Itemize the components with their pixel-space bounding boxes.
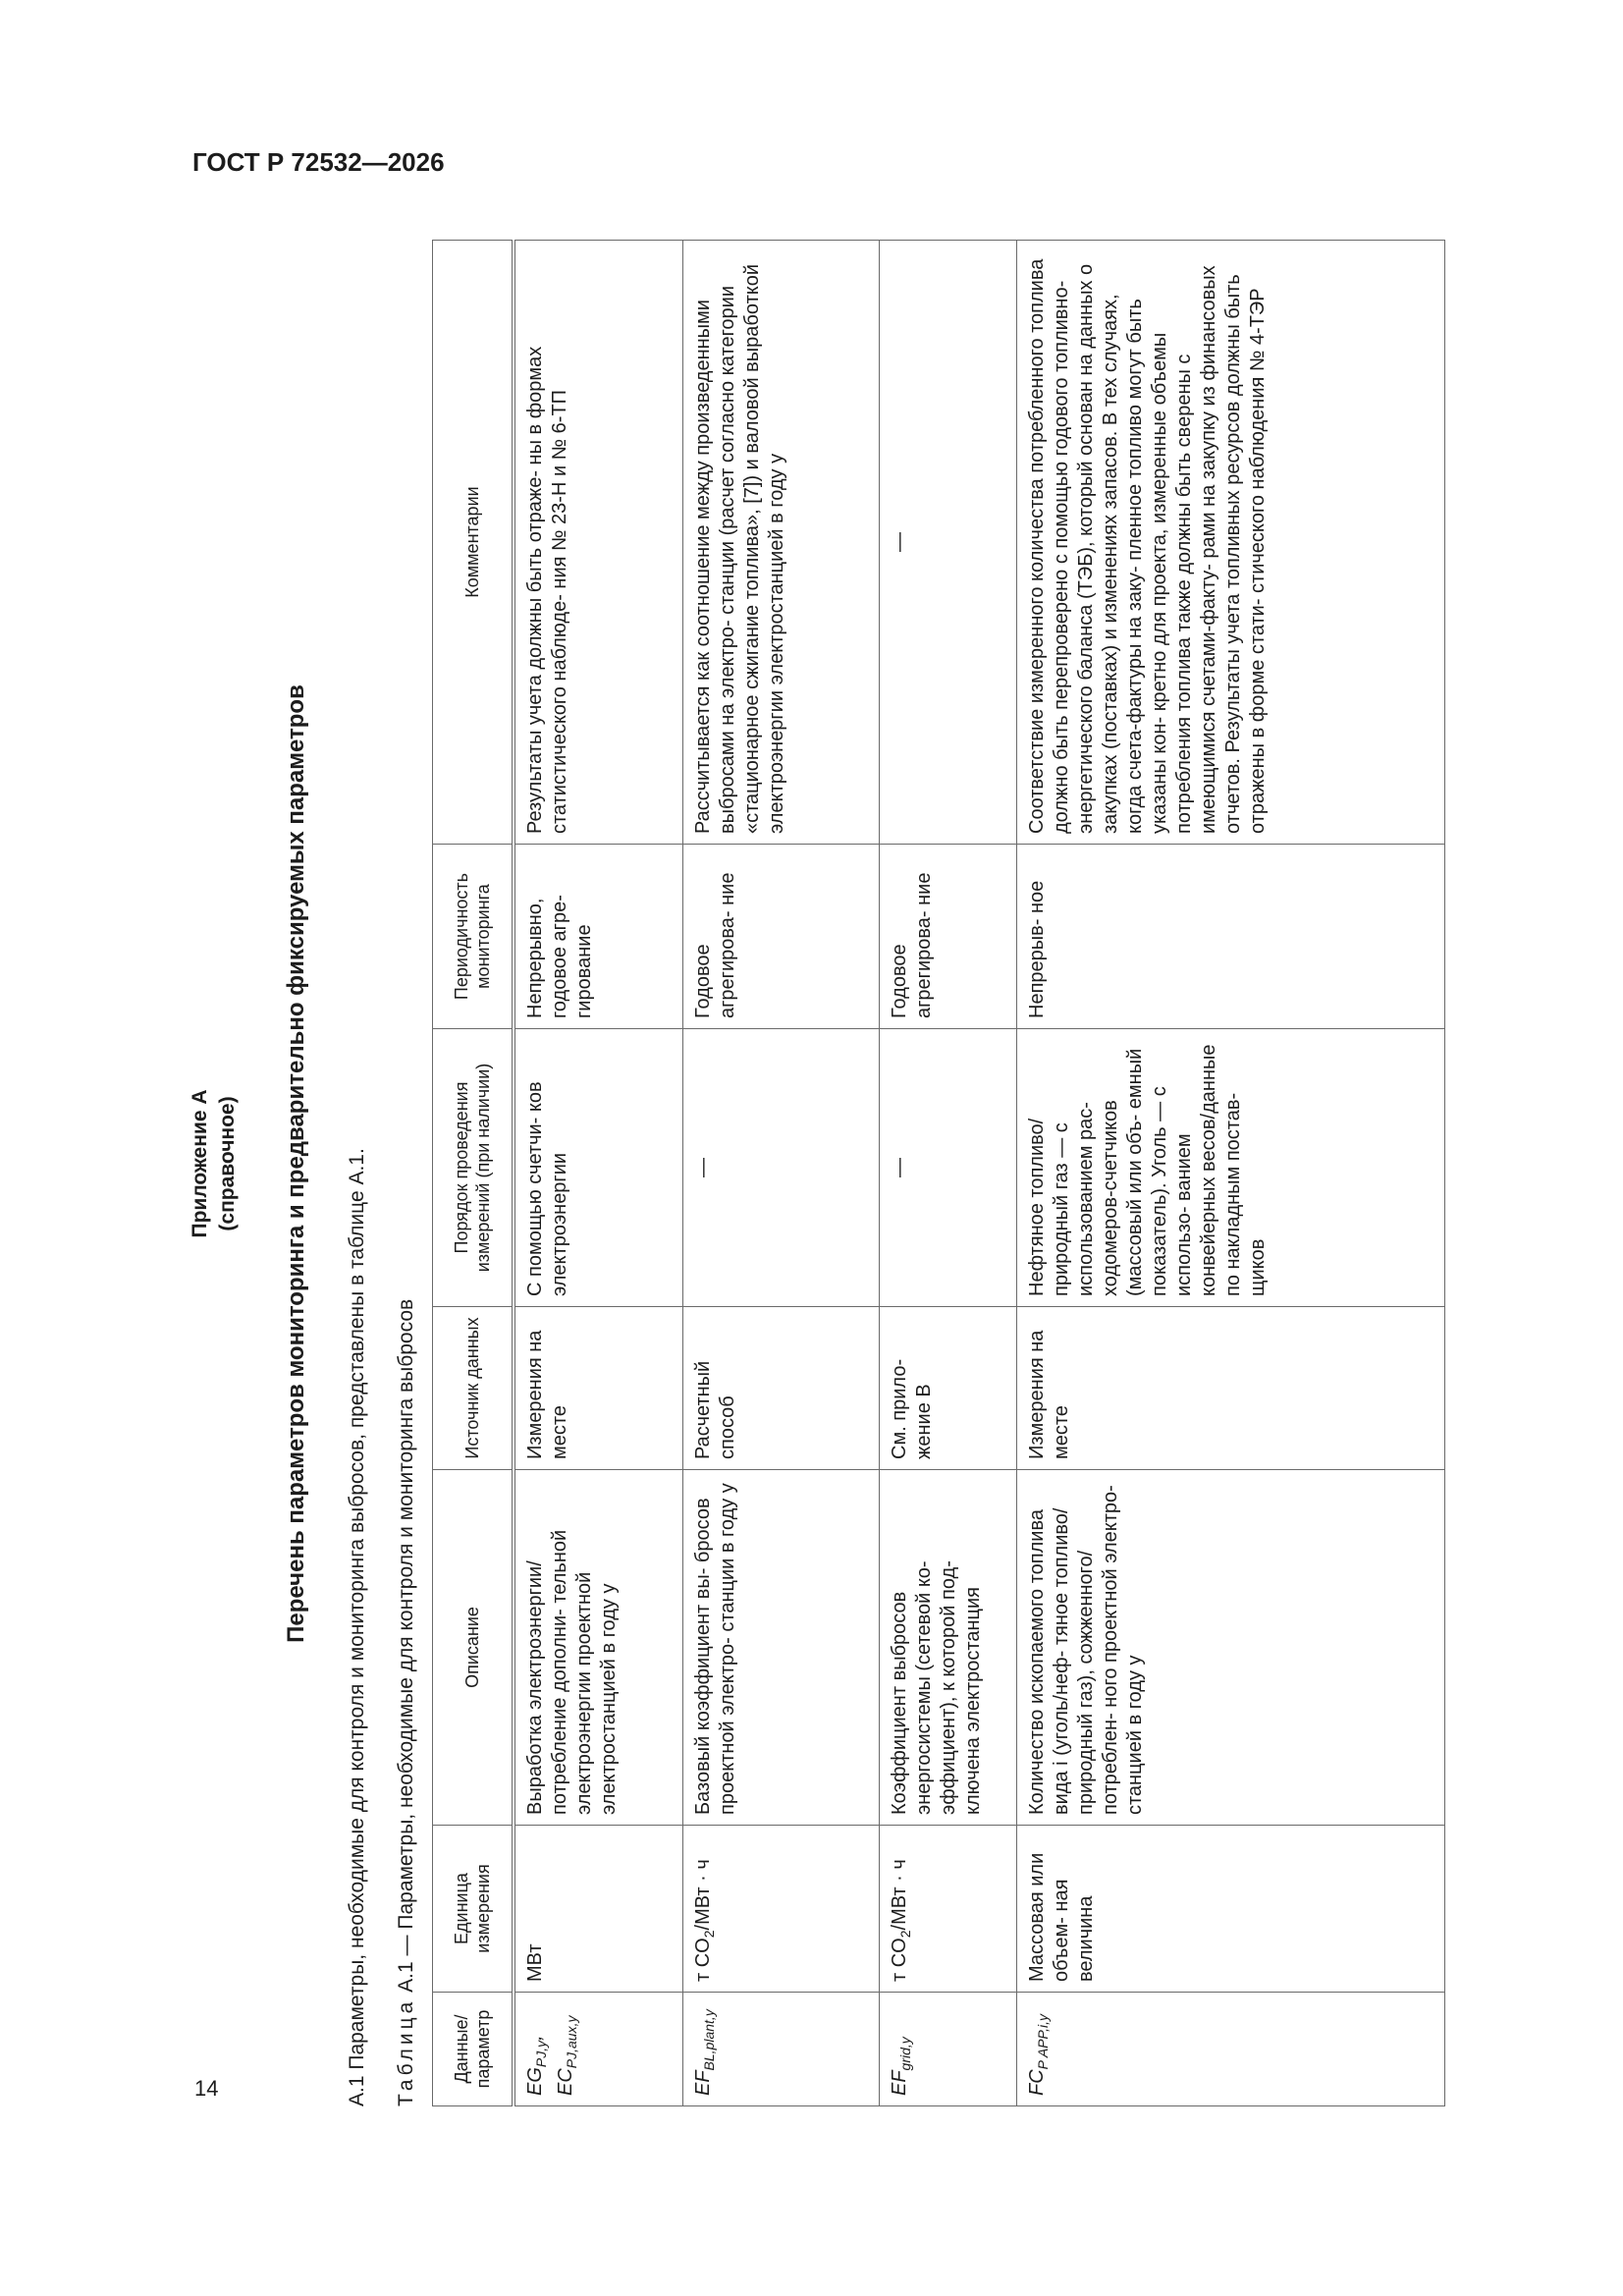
param-symbol-main: EF [691,2070,714,2096]
frequency-cell: Непрерывно, годовое агре- гирование [514,845,682,1029]
table-caption-text: А.1 — Параметры, необходимые для контроля и мониторинга выбросов [395,1298,417,1998]
unit-pre: т CO [888,1938,910,1982]
procedure-dash: — [888,1158,910,1177]
param-symbol-sub: grid,y [896,2037,913,2071]
header-comments: Комментарии [433,241,514,845]
comments-cell: Соответствие измеренного количества потребленного топлива должно быть перепроверено с помощью годового топливно-энергетического баланса (ТЭБ), который основан на данных о закупках (поставках) и изменениях запасов. В тех случаях, когда счета-фактуры на заку- пленное топливо могут быть указаны кон- кретно для проекта, измеренные объемы потребления топлива также должны быть сверены с имеющимися счетами-факту- рами на закупку из финансовых отчетов. Результаты учета топливных ресурсов должны быть отражены в форме стати- стического наблюдения № 4-ТЭР [1016,241,1445,845]
unit-cell: МВт [514,1826,682,1993]
table-row [682,241,879,2106]
frequency-cell: Непрерыв- ное [1016,845,1445,1029]
header-procedure: Порядок проведения измерений (при наличии) [433,1029,514,1307]
table-row [879,241,1016,2106]
unit-cell: Массовая или объем- ная величина [1016,1826,1445,1993]
param-symbol-main-2: EC [555,2068,576,2096]
procedure-cell: Нефтяное топливо/ природный газ — с использованием рас- ходомеров-счетчиков (массовый или объ- емный показатель). Уголь — с использо- ванием конвейерных весов/данные по накладным постав- щиков [1016,1029,1445,1307]
param-symbol-sub-2: PJ,aux,y [564,2015,579,2069]
appendix-heading [187,211,242,2116]
unit-post: /МВт · ч [888,1859,910,1931]
description-cell: Коэффициент выбросов энергосистемы (сетевой ко- эффициент), к которой под- ключена электростанция [879,1470,1016,1826]
comments-cell: Рассчитывается как соотношение между произведенными выбросами на электро- станции (расчет согласно категории «стационарное сжигание топлива», [7]) и валовой выработкой электроэнергии электростанцией в году y [682,241,879,845]
intro-paragraph: А.1 Параметры, необходимые для контроля и мониторинга выбросов, представлены в таблице А.1. [346,1148,368,2106]
source-cell: См. прило- жение В [879,1307,1016,1470]
section-title: Перечень параметров мониторинга и предварительно фиксируемых параметров [283,684,309,1643]
comments-cell [879,241,1016,845]
param-cell [879,1993,1016,2106]
unit-sub: 2 [700,1930,717,1939]
source-cell: Расчетный способ [682,1307,879,1470]
frequency-cell: Годовое агрегирова- ние [879,845,1016,1029]
param-symbol-main: EF [888,2070,910,2096]
unit-cell [879,1826,1016,1993]
unit-sub: 2 [896,1930,913,1939]
comments-dash: — [888,532,910,552]
unit-cell [682,1826,879,1993]
unit-post: /МВт · ч [691,1859,714,1931]
param-cell [514,1993,682,2106]
table-header-row [433,241,514,2106]
table-row [1016,241,1445,2106]
page-number: 14 [194,2076,219,2101]
procedure-cell: С помощью счетчи- ков электроэнергии [514,1029,682,1307]
table-caption-label: Таблица [395,1997,417,2106]
description-cell: Выработка электроэнергии/ потребление дополни- тельной электроэнергии проектной электростанцией в году y [514,1470,682,1826]
description-cell: Базовый коэффициент вы- бросов проектной электро- станции в году y [682,1470,879,1826]
source-cell: Измерения на месте [514,1307,682,1470]
procedure-cell [879,1029,1016,1307]
unit-pre: т CO [691,1938,714,1982]
header-source: Источник данных [433,1307,514,1470]
header-unit: Единица измерения [433,1826,514,1993]
header-param: Данные/ параметр [433,1993,514,2106]
param-symbol-sub: PJ,y [533,2040,549,2068]
appendix-title: Приложение А [189,1089,211,1238]
param-symbol-main: FC [1025,2069,1048,2096]
param-symbol-sub: BL,plant,y [700,2009,717,2071]
parameters-table [432,240,1445,2106]
comments-cell: Результаты учета должны быть отраже- ны в формах статистического наблюде- ния № 23-Н и № 6-ТП [514,241,682,845]
param-cell [682,1993,879,2106]
procedure-dash: — [691,1158,714,1177]
appendix-status: (справочное) [216,1096,239,1231]
rotated-content [177,211,1453,2116]
header-frequency: Периодичность мониторинга [433,845,514,1029]
table-row [514,241,682,2106]
source-cell: Измерения на месте [1016,1307,1445,1470]
document-code-header: ГОСТ Р 72532—2026 [192,147,445,177]
param-separator: , [524,2035,546,2041]
frequency-cell: Годовое агрегирова- ние [682,845,879,1029]
table-caption [395,1299,418,2106]
param-symbol-sub: P APP,i,y [1034,2014,1051,2070]
description-cell: Количество ископаемого топлива вида i (уголь/неф- тяное топливо/природный газ), сожженного/потреблен- ного проектной электро- станцией в году y [1016,1470,1445,1826]
procedure-cell [682,1029,879,1307]
param-symbol-main: EG [524,2067,546,2096]
header-description: Описание [433,1470,514,1826]
param-cell [1016,1993,1445,2106]
